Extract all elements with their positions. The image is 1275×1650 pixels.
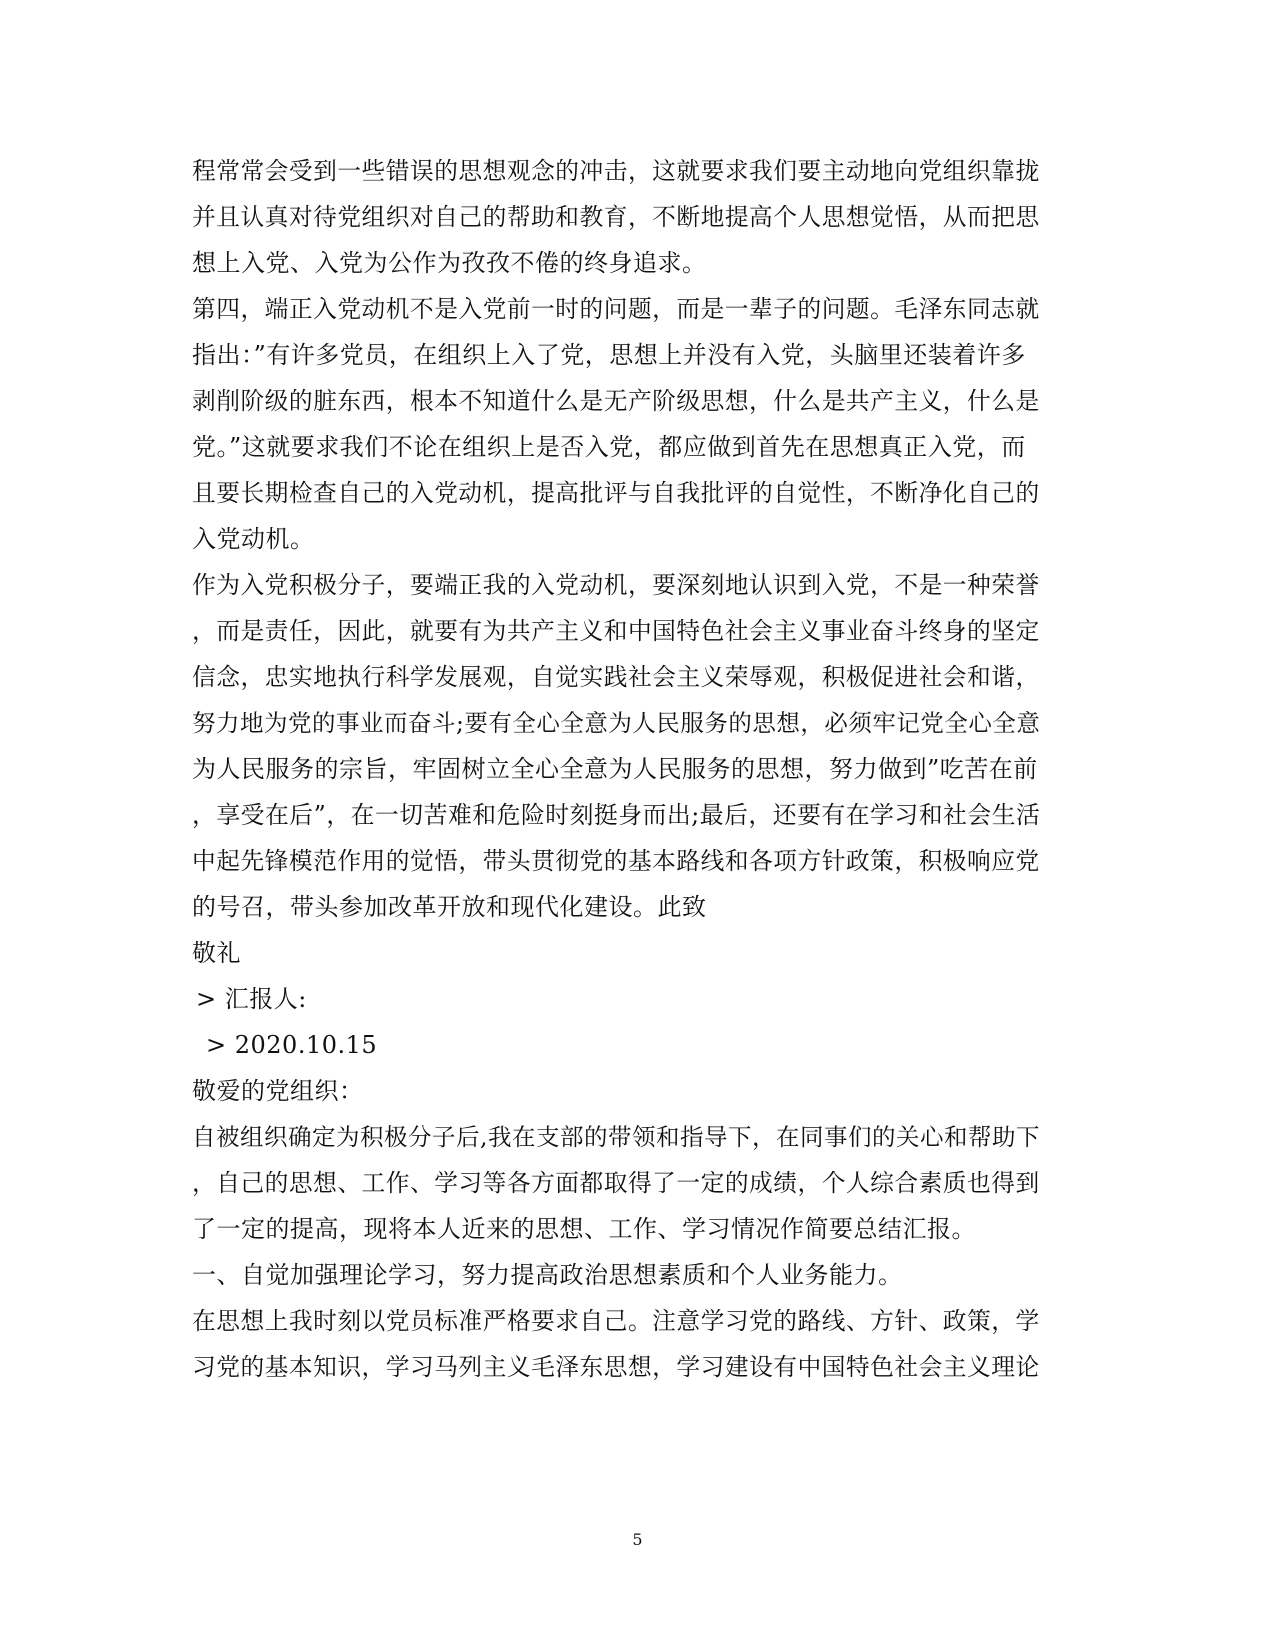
date-line: > 2020.10.15 [206,1031,378,1059]
text-line: 了一定的提高，现将本人近来的思想、工作、学习情况作简要总结汇报。 [192,1215,976,1243]
text-line: 在思想上我时刻以党员标准严格要求自己。注意学习党的路线、方针、政策，学 [192,1307,1040,1335]
text-line: 党。”这就要求我们不论在组织上是否入党，都应做到首先在思想真正入党，而 [192,433,1026,461]
greeting-line: 敬爱的党组织： [192,1077,364,1105]
page-number: 5 [632,1530,643,1549]
text-line: 想上入党、入党为公作为孜孜不倦的终身追求。 [192,249,707,277]
text-line: 作为入党积极分子，要端正我的入党动机，要深刻地认识到入党，不是一种荣誉 [192,571,1040,599]
closing-salutation: 敬礼 [192,939,241,967]
text-line: 第四，端正入党动机不是入党前一时的问题，而是一辈子的问题。毛泽东同志就 [192,295,1040,323]
text-line: 并且认真对待党组织对自己的帮助和教育，不断地提高个人思想觉悟，从而把思 [192,203,1040,231]
text-line: 剥削阶级的脏东西，根本不知道什么是无产阶级思想，什么是共产主义，什么是 [192,387,1040,415]
text-line: 自被组织确定为积极分子后,我在支部的带领和指导下，在同事们的关心和帮助下 [192,1123,1040,1151]
section-heading: 一、自觉加强理论学习，努力提高政治思想素质和个人业务能力。 [192,1261,903,1289]
text-line: ，享受在后”，在一切苦难和危险时刻挺身而出;最后，还要有在学习和社会生活 [192,801,1041,829]
text-line: ，而是责任，因此，就要有为共产主义和中国特色社会主义事业奋斗终身的坚定 [192,617,1040,645]
text-line: 努力地为党的事业而奋斗;要有全心全意为人民服务的思想，必须牢记党全心全意 [192,709,1041,737]
text-line: 习党的基本知识，学习马列主义毛泽东思想，学习建设有中国特色社会主义理论 [192,1353,1040,1381]
text-line: 程常常会受到一些错误的思想观念的冲击，这就要求我们要主动地向党组织靠拢 [192,157,1040,185]
text-line: 的号召，带头参加改革开放和现代化建设。此致 [192,893,707,921]
text-line: 入党动机。 [192,525,315,553]
text-line: 中起先锋模范作用的觉悟，带头贯彻党的基本路线和各项方针政策，积极响应党 [192,847,1040,875]
text-line: 且要长期检查自己的入党动机，提高批评与自我批评的自觉性，不断净化自己的 [192,479,1040,507]
reporter-line: > 汇报人: [196,985,307,1013]
text-line: 为人民服务的宗旨，牢固树立全心全意为人民服务的思想，努力做到”吃苦在前 [192,755,1038,783]
text-line: 信念，忠实地执行科学发展观，自觉实践社会主义荣辱观，积极促进社会和谐， [192,663,1040,691]
text-line: ，自己的思想、工作、学习等各方面都取得了一定的成绩，个人综合素质也得到 [192,1169,1040,1197]
text-line: 指出：”有许多党员，在组织上入了党，思想上并没有入党，头脑里还装着许多 [192,341,1026,369]
